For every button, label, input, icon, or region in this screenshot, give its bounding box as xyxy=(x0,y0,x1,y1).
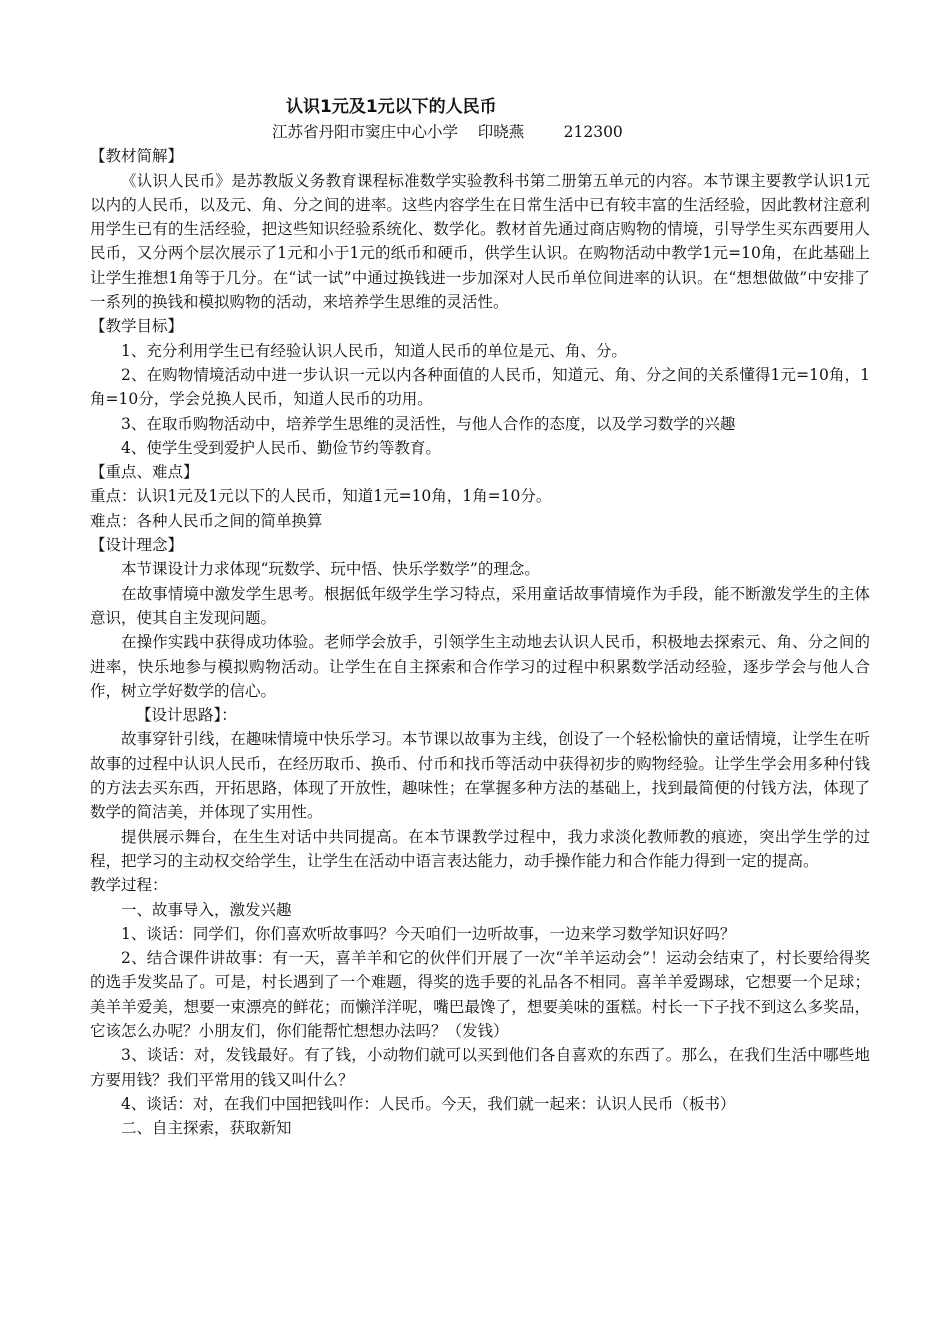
document-page xyxy=(90,95,870,1140)
section-heading-mubiao: 【教学目标】 xyxy=(90,317,184,336)
section-heading-zhongdian: 【重点、难点】 xyxy=(90,463,199,482)
approach-paragraph-1: 故事穿针引线，在趣味情境中快乐学习。本节课以故事为主线，创设了一个轻松愉快的童话情境，让学生在听故事的过程中认识人民币，在经历取币、换币、付币和找币等活动中获得初步的购物经验。让学生学会用多种付钱的方法去买东西，开拓思路，体现了开放性，趣味性；在掌握多种方法的基础上，找到最简便的付钱方法，体现了数学的简洁美，并体现了实用性。 xyxy=(90,730,870,822)
step-1-item-3: 3、谈话：对，发钱最好。有了钱，小动物们就可以买到他们各自喜欢的东西了。那么，在我们生活中哪些地方要用钱？我们平常用的钱又叫什么？ xyxy=(90,1046,870,1089)
step-1-heading: 一、故事导入，激发兴趣 xyxy=(121,900,292,919)
concept-paragraph-3: 在操作实践中获得成功体验。老师学会放手，引领学生主动地去认识人民币，积极地去探索元、角、分之间的进率，快乐地参与模拟购物活动。让学生在自主探索和合作学习的过程中积累数学活动经验，逐步学会与他人合作，树立学好数学的信心。 xyxy=(90,633,870,700)
step-1-item-4: 4、谈话：对，在我们中国把钱叫作：人民币。今天，我们就一起来：认识人民币（板书） xyxy=(121,1094,736,1113)
goal-item-4: 4、使学生受到爱护人民币、勤俭节约等教育。 xyxy=(121,438,441,457)
concept-paragraph-2: 在故事情境中激发学生思考。根据低年级学生学习特点，采用童话故事情境作为手段，能不断激发学生的主体意识，使其自主发现问题。 xyxy=(90,584,870,627)
goal-item-1: 1、充分利用学生已有经验认识人民币，知道人民币的单位是元、角、分。 xyxy=(121,341,627,360)
concept-paragraph-1: 本节课设计力求体现“玩数学、玩中悟、快乐学数学”的理念。 xyxy=(121,560,540,579)
key-point-line: 重点：认识1元及1元以下的人民币，知道1元=10角，1角=10分。 xyxy=(90,487,552,506)
step-2-heading: 二、自主探索，获取新知 xyxy=(121,1119,292,1138)
difficulty-line: 难点：各种人民币之间的简单换算 xyxy=(90,511,323,530)
page-title: 认识1元及1元以下的人民币 xyxy=(286,97,497,117)
section-heading-silu: 【设计思路】： xyxy=(136,706,237,725)
approach-paragraph-2: 提供展示舞台，在生生对话中共同提高。在本节课教学过程中，我力求淡化教师教的痕迹，突出学生学的过程，把学习的主动权交给学生，让学生在活动中语言表达能力，动手操作能力和合作能力得到一定的提高。 xyxy=(90,827,870,870)
goal-item-3: 3、在取币购物活动中，培养学生思维的灵活性，与他人合作的态度，以及学习数学的兴趣 xyxy=(121,414,736,433)
step-1-item-2: 2、结合课件讲故事：有一天，喜羊羊和它的伙伴们开展了一次“羊羊运动会”！运动会结束了，村长要给得奖的选手发奖品了。可是，村长遇到了一个难题，得奖的选手要的礼品各不相同。喜羊羊爱踢球，它想要一个足球；美羊羊爱美，想要一束漂亮的鲜花；而懒洋洋呢，嘴巴最馋了，想要美味的蛋糕。村长一下子找不到这么多奖品，它该怎么办呢？小朋友们，你们能帮忙想想办法吗？（发钱） xyxy=(90,949,870,1040)
author-line: 江苏省丹阳市窦庄中心小学 印晓燕 212300 xyxy=(272,123,623,141)
section-heading-jiaocai: 【教材简解】 xyxy=(90,147,184,166)
step-1-item-1: 1、谈话：同学们，你们喜欢听故事吗？今天咱们一边听故事，一边来学习数学知识好吗？ xyxy=(121,924,736,943)
paragraph-jiaocai: 《认识人民币》是苏教版义务教育课程标准数学实验教科书第二册第五单元的内容。本节课主要教学认识1元以内的人民币，以及元、角、分之间的进率。这些内容学生在日常生活中已有较丰富的生活经验，因此教材注意利用学生已有的生活经验，把这些知识经验系统化、数学化。教材首先通过商店购物的情境，引导学生买东西要用人民币，又分两个层次展示了1元和小于1元的纸币和硬币，供学生认识。在购物活动中教学1元=10角，在此基础上让学生推想1角等于几分。在“试一试”中通过换钱进一步加深对人民币单位间进率的认识。在“想想做做”中安排了一系列的换钱和模拟购物的活动，来培养学生思维的灵活性。 xyxy=(90,171,870,312)
section-heading-guocheng: 教学过程： xyxy=(90,876,168,895)
goal-item-2: 2、在购物情境活动中进一步认识一元以内各种面值的人民币，知道元、角、分之间的关系懂得1元=10角，1角=10分，学会兑换人民币，知道人民币的功用。 xyxy=(90,365,870,409)
section-heading-linian: 【设计理念】 xyxy=(90,536,184,555)
